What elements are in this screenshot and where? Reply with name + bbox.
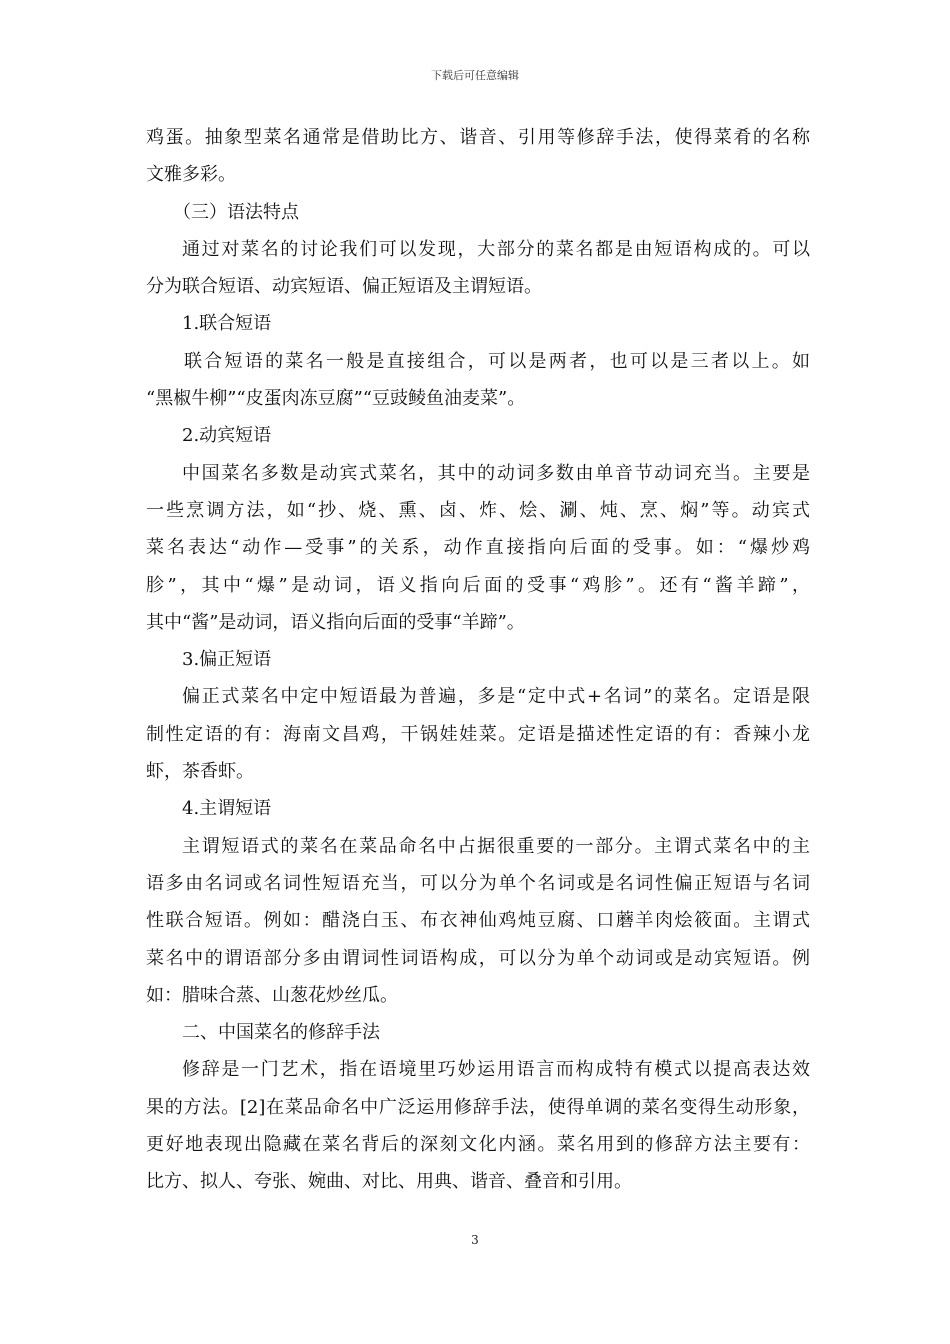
text-line: 一些烹调方法，如“抄、烧、熏、卤、炸、烩、涮、炖、烹、焖”等。动宾式 <box>146 499 810 521</box>
text-line: 语多由名词或名词性短语充当，可以分为单个名词或是名词性偏正短语与名词 <box>146 872 810 894</box>
text-line: 更好地表现出隐藏在菜名背后的深刻文化内涵。菜名用到的修辞方法主要有： <box>146 1134 810 1156</box>
page-header: 下载后可任意编辑 <box>431 69 519 82</box>
text-line: 鸡蛋。抽象型菜名通常是借助比方、谐音、引用等修辞手法，使得菜肴的名称 <box>146 127 810 148</box>
text-line: 性联合短语。例如：醋浇白玉、布衣神仙鸡炖豆腐、口蘑羊肉烩筱面。主谓式 <box>146 910 810 932</box>
subsection-heading: 2.动宾短语 <box>182 425 272 447</box>
text-line: 菜名表达“动作—受事”的关系，动作直接指向后面的受事。如：“爆炒鸡 <box>146 537 810 559</box>
text-line: 通过对菜名的讨论我们可以发现，大部分的菜名都是由短语构成的。可以 <box>182 238 810 260</box>
text-line: 胗”，其中“爆”是动词，语义指向后面的受事“鸡胗”。还有“酱羊蹄”， <box>146 574 810 596</box>
text-line: 修辞是一门艺术，指在语境里巧妙运用语言而构成特有模式以提高表达效 <box>182 1059 810 1081</box>
document-body <box>146 119 810 1201</box>
subsection-heading: 4.主谓短语 <box>182 798 272 820</box>
text-line: 如：腊味合蒸、山葱花炒丝瓜。 <box>146 984 398 1006</box>
section-heading: （三）语法特点 <box>173 201 299 223</box>
text-line: 制性定语的有：海南文昌鸡，干锅娃娃菜。定语是描述性定语的有：香辣小龙 <box>146 723 810 745</box>
section-heading: 二、中国菜名的修辞手法 <box>182 1022 380 1044</box>
text-line: “黑椒牛柳”“皮蛋肉冻豆腐”“豆豉鲮鱼油麦菜”。 <box>146 388 526 410</box>
text-line: 其中“酱”是动词，语义指向后面的受事“羊蹄”。 <box>146 611 525 633</box>
subsection-heading: 3.偏正短语 <box>182 649 272 671</box>
text-line: 文雅多彩。 <box>146 164 236 186</box>
text-line: 分为联合短语、动宾短语、偏正短语及主谓短语。 <box>146 276 542 298</box>
text-line: 主谓短语式的菜名在菜品命名中占据很重要的一部分。主谓式菜名中的主 <box>182 835 810 857</box>
subsection-heading: 1.联合短语 <box>182 313 272 335</box>
page-number: 3 <box>471 1233 479 1247</box>
text-line: 虾，茶香虾。 <box>146 761 254 783</box>
text-line: 菜名中的谓语部分多由谓词性词语构成，可以分为单个动词或是动宾短语。例 <box>146 947 810 969</box>
text-line: 中国菜名多数是动宾式菜名，其中的动词多数由单音节动词充当。主要是 <box>182 462 810 484</box>
text-line: 比方、拟人、夸张、婉曲、对比、用典、谐音、叠音和引用。 <box>146 1171 632 1193</box>
text-line: 偏正式菜名中定中短语最为普遍，多是“定中式+名词”的菜名。定语是限 <box>182 686 810 708</box>
text-line: 联合短语的菜名一般是直接组合，可以是两者，也可以是三者以上。如 <box>184 350 810 372</box>
text-line: 果的方法。[2]在菜品命名中广泛运用修辞手法，使得单调的菜名变得生动形象， <box>146 1096 810 1118</box>
